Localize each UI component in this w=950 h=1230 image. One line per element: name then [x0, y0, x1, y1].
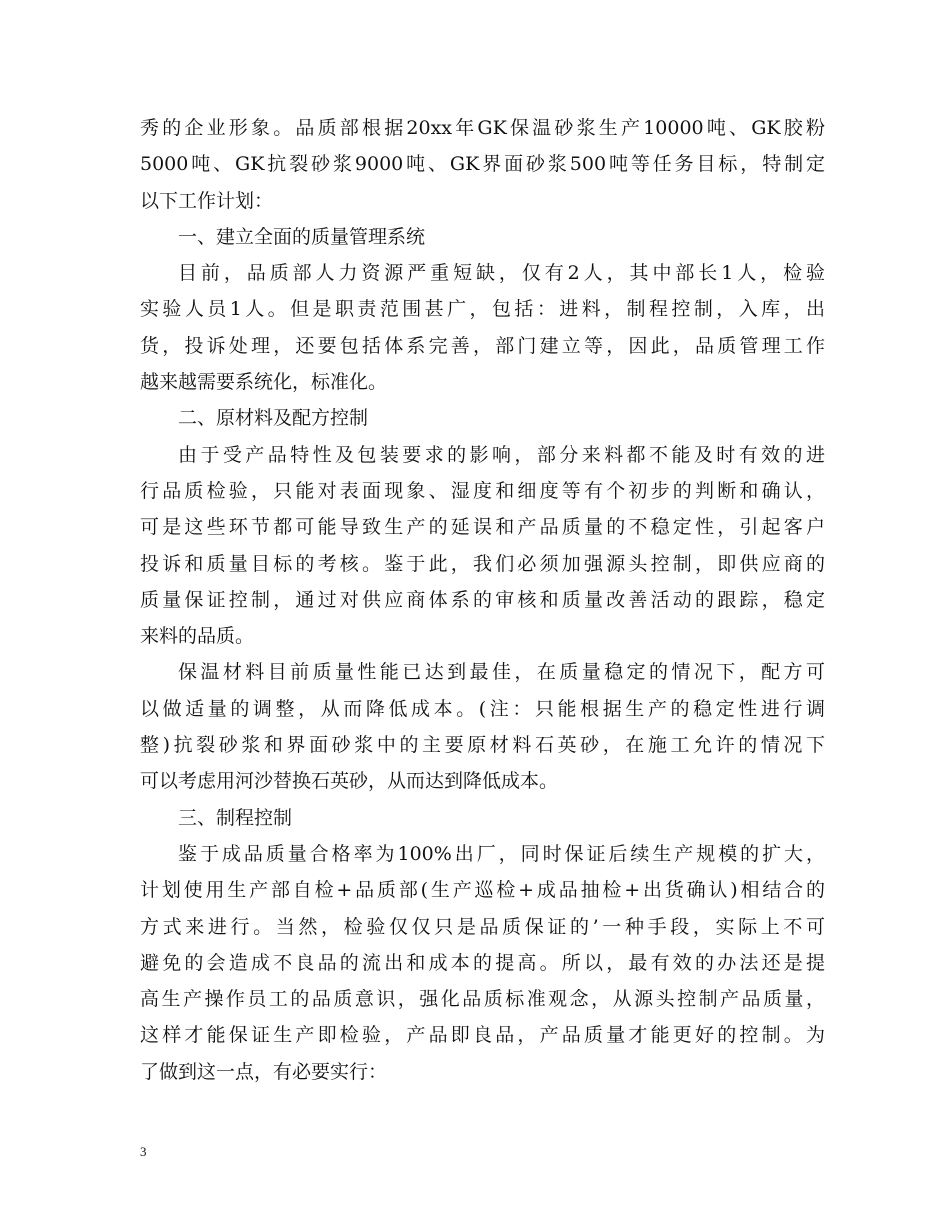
text-line: 越来越需要系统化，标准化。: [140, 371, 388, 394]
text-line: 行品质检验，只能对表面现象、湿度和细度等有个初步的判断和确认，: [140, 479, 825, 502]
text-line: 投诉和质量目标的考核。鉴于此，我们必须加强源头控制，即供应商的: [140, 552, 825, 575]
text-line: 了做到这一点，有必要实行：: [140, 1060, 388, 1083]
text-line: 可以考虑用河沙替换石英砂，从而达到降低成本。: [140, 770, 559, 793]
text-line: 整)抗裂砂浆和界面砂浆中的主要原材料石英砂，在施工允许的情况下: [140, 734, 825, 757]
text-line: 三、制程控制: [178, 806, 293, 829]
text-line: 高生产操作员工的品质意识，强化品质标准观念，从源头控制产品质量，: [140, 988, 825, 1011]
text-line: 实验人员1人。但是职责范围甚广，包括：进料，制程控制，入库，出: [140, 298, 825, 321]
text-line: 这样才能保证生产即检验，产品即良品，产品质量才能更好的控制。为: [140, 1024, 825, 1047]
text-line: 以下工作计划：: [140, 189, 274, 212]
text-line: 来料的品质。: [140, 625, 255, 648]
text-line: 5000吨、GK抗裂砂浆9000吨、GK界面砂浆500吨等任务目标，特制定: [140, 153, 825, 176]
text-line: 保温材料目前质量性能已达到最佳，在质量稳定的情况下，配方可: [178, 661, 825, 684]
text-line: 避免的会造成不良品的流出和成本的提高。所以，最有效的办法还是提: [140, 951, 825, 974]
text-line: 一、建立全面的质量管理系统: [178, 225, 426, 248]
text-line: 目前，品质部人力资源严重短缺，仅有2人，其中部长1人，检验: [178, 262, 825, 285]
text-line: 质量保证控制，通过对供应商体系的审核和质量改善活动的跟踪，稳定: [140, 588, 825, 611]
text-line: 方式来进行。当然，检验仅仅只是品质保证的’一种手段，实际上不可: [140, 915, 825, 938]
text-line: 由于受产品特性及包装要求的影响，部分来料都不能及时有效的进: [178, 443, 825, 466]
text-line: 二、原材料及配方控制: [178, 407, 369, 430]
text-line: 以做适量的调整，从而降低成本。(注：只能根据生产的稳定性进行调: [140, 697, 825, 720]
text-line: 鉴于成品质量合格率为100%出厂，同时保证后续生产规模的扩大，: [178, 842, 825, 865]
page-number: 3: [140, 1144, 147, 1159]
text-line: 计划使用生产部自检+品质部(生产巡检+成品抽检+出货确认)相结合的: [140, 879, 825, 902]
text-line: 货，投诉处理，还要包括体系完善，部门建立等，因此，品质管理工作: [140, 334, 825, 357]
document-body: [140, 110, 825, 1090]
text-line: 秀的企业形象。品质部根据20xx年GK保温砂浆生产10000吨、GK胶粉: [140, 117, 825, 139]
text-line: 可是这些环节都可能导致生产的延误和产品质量的不稳定性，引起客户: [140, 516, 825, 539]
